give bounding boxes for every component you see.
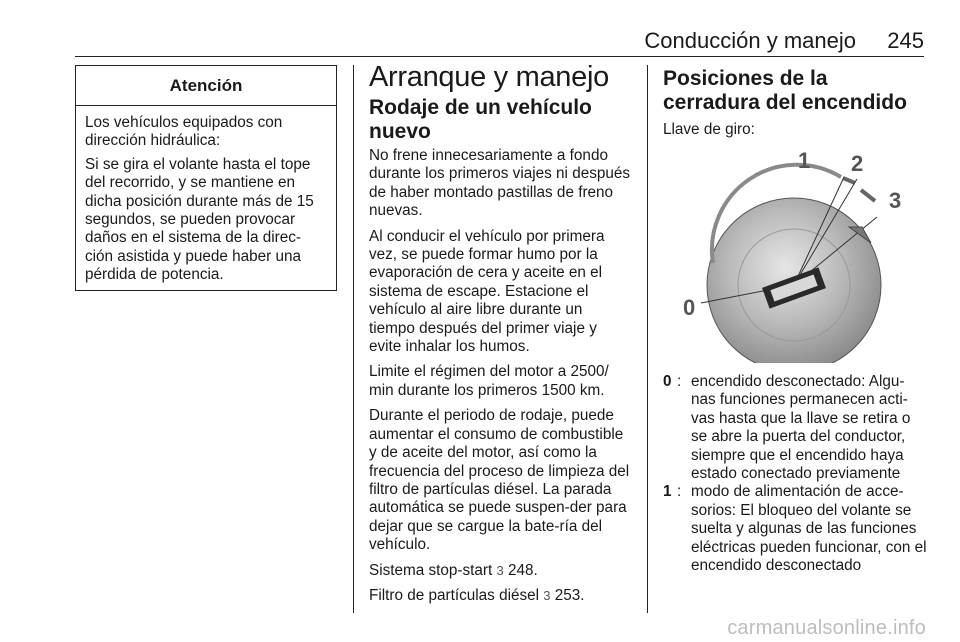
cross-reference-diesel-filter[interactable] <box>369 587 631 605</box>
body-paragraph: No frene innecesariamente a fondo durante los primeros viajes ni después de haber montado pastillas de freno nuevas. <box>369 147 631 220</box>
attention-body <box>76 106 336 285</box>
section-title: Conducción y manejo <box>644 28 856 53</box>
ref-page: 248. <box>508 561 538 579</box>
cross-reference-stop-start[interactable] <box>369 562 631 580</box>
ref-text: Sistema stop-start <box>369 561 493 579</box>
position-arc-2 <box>843 178 855 183</box>
column-3 <box>663 67 928 139</box>
column-2-body <box>369 147 631 605</box>
legend-item <box>663 483 928 575</box>
attention-paragraph: Los vehículos equipados con dirección hidráulica: <box>85 114 283 150</box>
position-arc-3 <box>861 190 875 201</box>
body-paragraph: Limite el régimen del motor a 2500/ min durante los primeros 1500 km. <box>369 363 609 399</box>
ignition-key-diagram <box>663 143 925 363</box>
position-label-3: 3 <box>889 188 902 213</box>
body-paragraph: Durante el periodo de rodaje, puede aumentar el consumo de combustible y de aceite del motor, así como la frecuencia del proceso de limpieza del filtro de partículas diésel. La parada automática se puede suspen-der para dejar que se cargue la bate-ría del vehículo. <box>369 407 630 554</box>
column-2 <box>369 60 631 612</box>
legend-key: 1 <box>663 483 672 501</box>
legend-description: encendido desconectado: Algu-nas funciones permanecen acti-vas hasta que la llave se retira o se abre la puerta del conductor, siempre que el encendido haya estado conectado previamente <box>691 373 911 483</box>
subsection-heading: Rodaje de un vehículo nuevo <box>369 96 592 143</box>
position-label-0: 0 <box>683 295 696 320</box>
ref-page: 253. <box>554 586 585 604</box>
legend-colon: : <box>677 373 682 390</box>
attention-box <box>75 65 337 291</box>
watermark: carmanualsonline.info <box>727 617 926 639</box>
page-number: 245 <box>887 28 924 53</box>
attention-paragraph: Si se gira el volante hasta el tope del recorrido, y se mantiene en dicha posición durante más de 15 segundos, se pueden provocar daños en el sistema de la direc-ción asistida y puede haber una pérdida de potencia. <box>85 155 314 284</box>
figure-intro: Llave de giro: <box>663 121 755 138</box>
subsection-heading: Posiciones de la cerradura del encendido <box>663 67 907 114</box>
ref-arrow-icon: 3 <box>543 587 551 603</box>
section-heading: Arranque y manejo <box>369 61 609 93</box>
ref-arrow-icon: 3 <box>496 562 504 578</box>
position-label-1: 1 <box>798 148 811 173</box>
figure-legend <box>663 373 928 575</box>
legend-description: modo de alimentación de acce-sorios: El bloqueo del volante se suelta y algunas de las funciones eléctricas pueden funcionar, con el encendido desconectado <box>691 483 927 575</box>
column-divider-2 <box>647 65 648 613</box>
header-rule <box>75 56 924 57</box>
body-paragraph: Al conducir el vehículo por primera vez, se puede formar humo por la evaporación de cera y aceite en el sistema de escape. Estacione el vehículo al aire libre durante un tiempo después del primer viaje y evite inhalar los humos. <box>369 227 605 356</box>
legend-key: 0 <box>663 373 672 390</box>
legend-item <box>663 373 928 483</box>
ignition-lock-figure <box>663 143 925 363</box>
column-divider-1 <box>353 65 354 613</box>
ref-text: Filtro de partículas diésel <box>369 586 540 604</box>
legend-colon: : <box>677 483 682 501</box>
attention-title: Atención <box>76 66 336 106</box>
page-header <box>0 0 960 60</box>
position-label-2: 2 <box>851 151 864 176</box>
